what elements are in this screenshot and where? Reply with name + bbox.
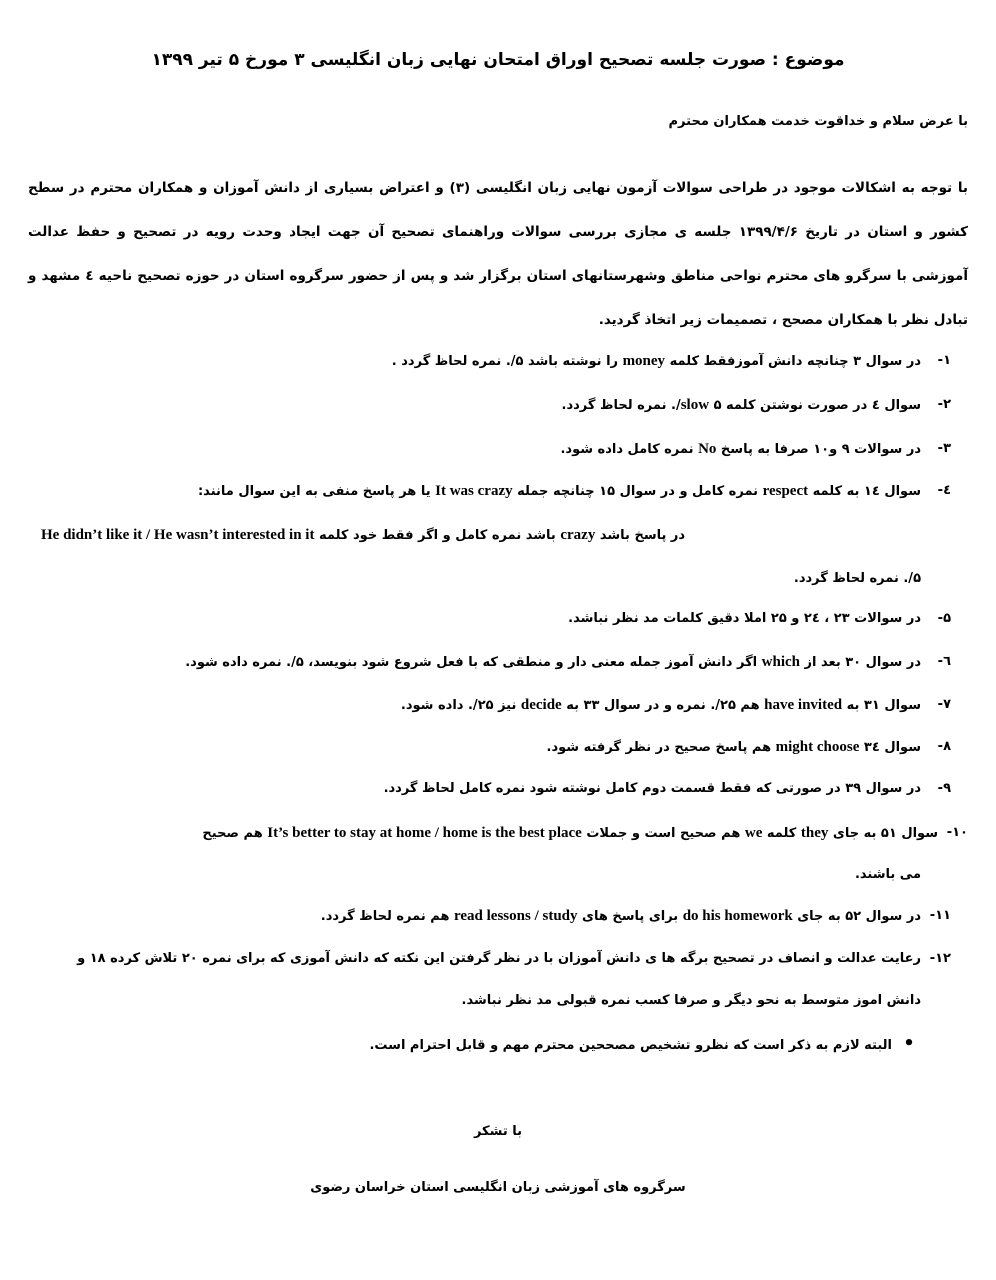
english-term: decide (520, 697, 562, 713)
item-text: در سوال ۳ چنانچه دانش آموزفقط کلمه (665, 354, 921, 369)
item-text: کلمه (762, 826, 801, 841)
document-title: موضوع : صورت جلسه تصحیح اوراق امتحان نهایی زبان انگلیسی ۳ مورخ ۵ تیر ۱۳۹۹ (151, 50, 845, 70)
item-text: نمره کامل و در سوال ۱۵ چنانچه جمله (512, 484, 763, 499)
item-number: ۷- (937, 697, 951, 712)
list-item-12-continuation: دانش اموز متوسط به نحو دیگر و صرفا کسب نمره قبولی مد نظر نباشد. (461, 993, 921, 1008)
english-term: do his homework (682, 908, 793, 924)
item-text: در سوال ۳۰ بعد از (799, 655, 921, 670)
english-term: we (744, 825, 763, 841)
list-item-11 (41, 895, 951, 938)
greeting: با عرض سلام و خداقوت خدمت همکاران محترم (668, 114, 968, 129)
item-number: ۱۲- (929, 951, 951, 966)
list-item-4 (41, 470, 951, 513)
list-item-2 (41, 384, 951, 427)
item-number: ٤- (937, 483, 951, 498)
item-text: در سوالات ۲۳ ، ۲٤ و ۲۵ املا دقیق کلمات مد نظر نباشد. (568, 611, 921, 626)
english-term: It’s better to stay at home / home is the best place (267, 825, 582, 841)
item-number: ۱۱- (929, 908, 951, 923)
item-text: را نوشته باشد ۵/. نمره لحاظ گردد . (391, 354, 623, 369)
item-text: هم نمره لحاظ گردد. (320, 909, 454, 924)
item-text: هم صحیح (202, 826, 268, 841)
english-term: might choose (775, 739, 860, 755)
english-term: It was crazy (435, 483, 513, 499)
item-text: سوال ۱٤ به کلمه (808, 484, 921, 499)
english-term: He didn’t like it / He wasn’t interested in it (41, 527, 315, 543)
list-item-1 (41, 340, 951, 383)
item-text: ۵/. نمره لحاظ گردد. (561, 398, 722, 413)
item-text: نمره کامل داده شود. (560, 442, 699, 457)
item-text: اگر دانش آموز جمله معنی دار و منطقی که با فعل شروع شود بنویسد، ۵/. نمره داده شود. (185, 655, 762, 670)
item-number: ۲- (937, 397, 951, 412)
english-term: they (800, 825, 829, 841)
bullet-text: البته لازم به ذکر است که نظرو تشخیص مصححین محترم مهم و قابل احترام است. (369, 1038, 892, 1053)
item-number: ٦- (937, 654, 951, 669)
item-text: رعایت عدالت و انصاف در تصحیح برگه ها ی دانش آموزان با در نظر گرفتن این نکته که دانش آموزی که برای نمره ۲۰ تلاش کرده ۱۸ و (77, 951, 921, 966)
intro-paragraph: با توجه به اشکالات موجود در طراحی سوالات آزمون نهایی زبان انگلیسی (۳) و اعتراض بسیاری از دانش آموزان و همکاران محترم در سطح کشور و استان در تاریخ ۱۳۹۹/۴/۶ جلسه ی مجازی بررسی سوالات وراهنمای تصحیح آن جهت ایجاد وحدت رویه در تصحیح و حفظ عدالت آموزشی با سرگرو های محترم نواحی مناطق وشهرستانهای استان برگزار شد و پس از حضور سرگروه استان در حوزه تصحیح ناحیه ٤ مشهد و تبادل نظر با همکاران مصحح ، تصمیمات زیر اتخاذ گردید. (28, 180, 968, 328)
item-text: نیز ۲۵/. داده شود. (400, 698, 521, 713)
item-number: ۹- (937, 781, 951, 796)
item-text: هم پاسخ صحیح در نظر گرفته شود. (546, 740, 776, 755)
list-item-6 (41, 641, 951, 684)
signature: سرگروه های آموزشی زبان انگلیسی استان خراسان رضوی (310, 1180, 686, 1195)
english-term: read lessons / study (454, 908, 578, 924)
english-term: slow (680, 397, 710, 413)
closing-thanks: با تشکر (473, 1124, 523, 1139)
english-term: crazy (560, 527, 596, 543)
item-number: ۱- (937, 353, 951, 368)
item-number: ۵- (937, 611, 951, 626)
item-number: ۳- (937, 441, 951, 456)
item-text: سوال ٤ در صورت نوشتن کلمه (721, 398, 921, 413)
list-item-9 (41, 768, 951, 810)
list-item-3 (41, 428, 951, 471)
list-item-12 (41, 938, 951, 980)
item-text: هم صحیح است و جملات (581, 826, 745, 841)
item-text: در سوالات ۹ و۱۰ صرفا به پاسخ (716, 442, 921, 457)
item-text: سوال ۳۱ به (842, 698, 921, 713)
bullet-icon: • (903, 1033, 915, 1054)
item-text: برای پاسخ های (577, 909, 683, 924)
list-item-4-continuation (41, 514, 921, 557)
english-term: No (698, 441, 717, 457)
item-text: در سوال ۵۲ به جای (792, 909, 921, 924)
item-number: ۸- (937, 739, 951, 754)
item-text: هم ۲۵/. نمره و در سوال ۳۳ به (561, 698, 765, 713)
english-term: money (622, 353, 666, 369)
list-item-4-continuation-2: ۵/. نمره لحاظ گردد. (793, 571, 921, 586)
item-number: ۱۰- (946, 825, 968, 840)
item-text: در سوال ۳۹ در صورتی که فقط قسمت دوم کامل نوشته شود نمره کامل لحاظ گردد. (383, 781, 921, 796)
item-text: سوال ۵۱ به جای (828, 826, 938, 841)
item-text: یا هر پاسخ منفی به این سوال مانند: (197, 484, 436, 499)
english-term: respect (762, 483, 809, 499)
item-text: باشد نمره کامل و اگر فقط خود کلمه (314, 528, 561, 543)
list-item-10-continuation: می باشند. (854, 867, 921, 882)
list-item-10 (28, 812, 968, 855)
english-term: have invited (764, 697, 843, 713)
english-term: which (761, 654, 800, 670)
item-text: در پاسخ باشد (595, 528, 686, 543)
list-item-8 (41, 726, 951, 769)
list-item-7 (41, 684, 951, 727)
list-item-5 (41, 598, 951, 640)
item-text: سوال ۳٤ (859, 740, 921, 755)
bullet-note (46, 1030, 926, 1060)
